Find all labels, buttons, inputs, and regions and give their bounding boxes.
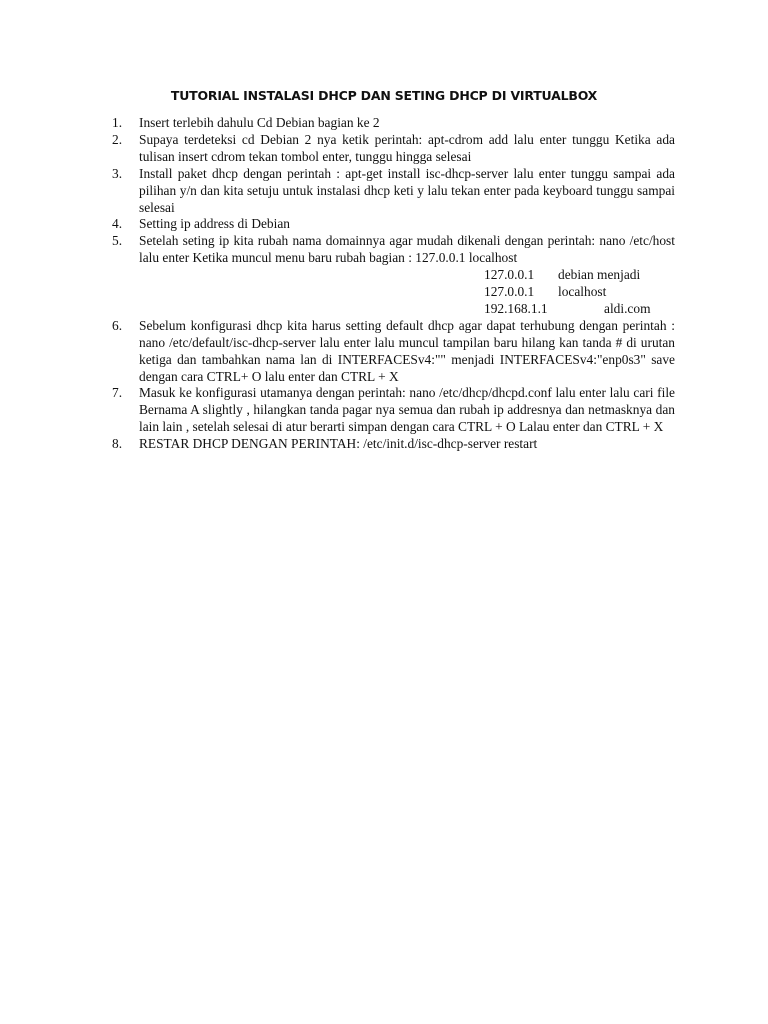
step-number: 6. xyxy=(112,317,123,333)
list-item xyxy=(112,166,675,217)
host-row xyxy=(139,301,675,318)
step-text: Setting ip address di Debian xyxy=(139,216,290,232)
host-name: debian menjadi xyxy=(558,267,641,283)
host-name: localhost xyxy=(558,284,607,300)
host-ip: 192.168.1.1 xyxy=(484,300,548,316)
list-item xyxy=(112,436,675,453)
step-number: 7. xyxy=(112,385,123,401)
step-text: Install paket dhcp dengan perintah : apt-get install isc-dhcp-server lalu enter tunggu sampai ada pilihan y/n dan kita setuju untuk instalasi dhcp keti y lalu tekan enter pada keyboard tunggu sampai selesai xyxy=(139,165,675,215)
step-text: Supaya terdeteksi cd Debian 2 nya ketik perintah: apt-cdrom add lalu enter tunggu Ketika ada tulisan insert cdrom tekan tombol enter, tunggu hingga selesai xyxy=(139,131,675,164)
step-text: Insert terlebih dahulu Cd Debian bagian ke 2 xyxy=(139,115,380,130)
hosts-entries xyxy=(139,267,675,318)
step-text: Masuk ke konfigurasi utamanya dengan perintah: nano /etc/dhcp/dhcpd.conf lalu enter lalu cari file Bernama A slightly , hilangkan tanda pagar nya semua dan rubah ip addresnya dan netmasknya dan lain lain , setelah selesai di atur berarti simpan dengan cara CTRL + O Lalau enter dan CTRL + X xyxy=(139,385,675,435)
host-ip: 127.0.0.1 xyxy=(484,284,535,300)
list-item xyxy=(112,115,675,132)
step-list xyxy=(112,115,675,453)
host-row xyxy=(139,284,675,301)
list-item xyxy=(112,132,675,166)
host-row xyxy=(139,267,675,284)
step-text: Setelah seting ip kita rubah nama domainnya agar mudah dikenali dengan perintah: nano /etc/host lalu enter Ketika muncul menu baru rubah bagian : 127.0.0.1 localhost xyxy=(139,233,675,266)
step-text: RESTAR DHCP DENGAN PERINTAH: /etc/init.d/isc-dhcp-server restart xyxy=(139,436,538,452)
list-item xyxy=(112,233,675,317)
host-ip: 127.0.0.1 xyxy=(484,267,535,283)
step-number: 8. xyxy=(112,436,123,452)
list-item xyxy=(112,385,675,436)
host-name: aldi.com xyxy=(604,300,651,316)
list-item xyxy=(112,216,675,233)
step-number: 4. xyxy=(112,216,123,232)
list-item xyxy=(112,318,675,386)
step-number: 2. xyxy=(112,131,123,147)
step-number: 3. xyxy=(112,165,123,181)
step-number: 1. xyxy=(112,115,123,130)
step-text: Sebelum konfigurasi dhcp kita harus setting default dhcp agar dapat terhubung dengan perintah : nano /etc/default/isc-dhcp-server lalu enter lalu muncul tampilan baru hilang kan tanda # di urutan ketiga dan tambahkan nama lan di INTERFACESv4:"" menjadi INTERFACESv4:"enp0s3" save dengan cara CTRL+ O lalu enter dan CTRL + X xyxy=(139,317,675,384)
document-title: TUTORIAL INSTALASI DHCP DAN SETING DHCP DI VIRTUALBOX xyxy=(170,88,598,103)
step-number: 5. xyxy=(112,233,123,249)
